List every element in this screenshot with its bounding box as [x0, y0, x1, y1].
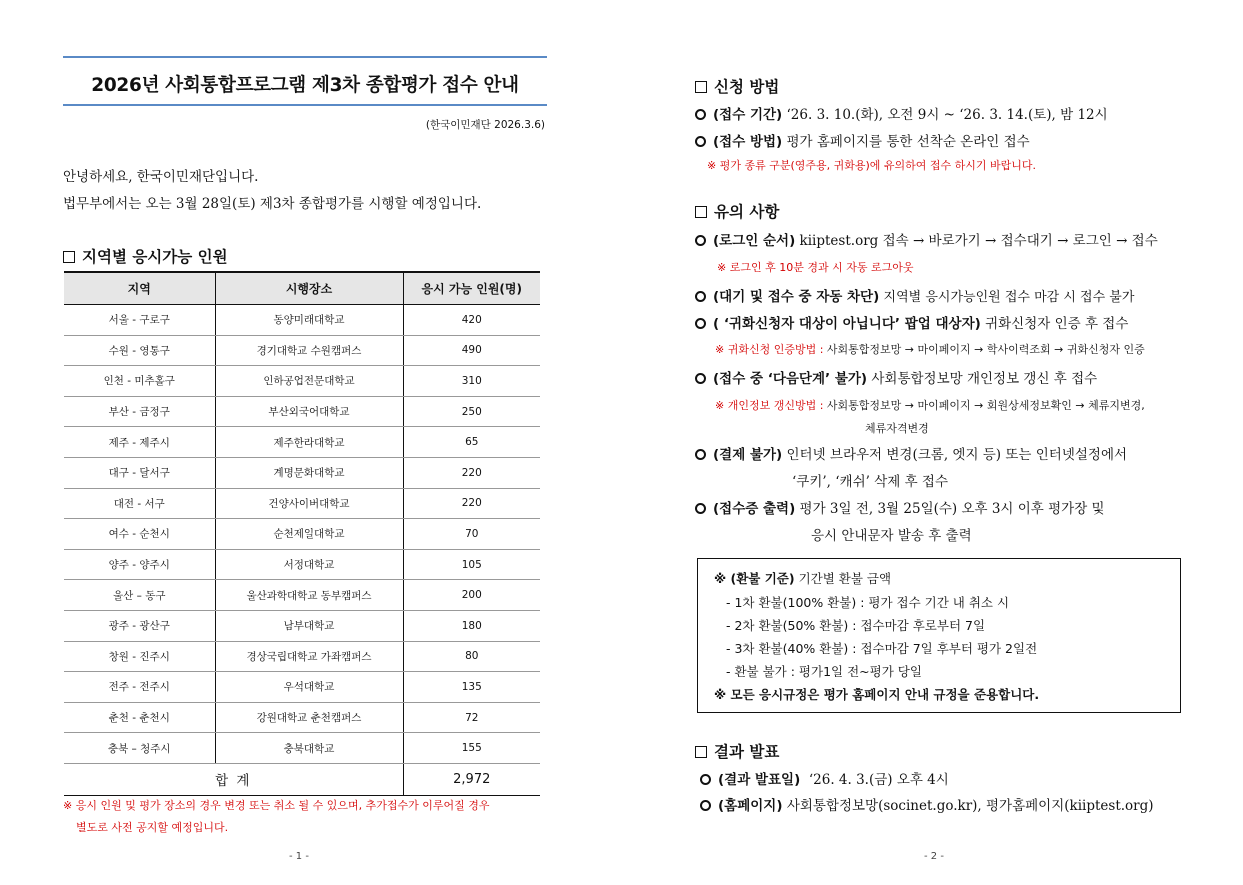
result-home-label: (홈페이지) [718, 798, 783, 814]
section-apply-title: 신청 방법 [714, 78, 780, 96]
caution-print-text-cont: 응시 안내문자 발송 후 출력 [811, 528, 972, 544]
popup-note-label: ※ 귀화신청 인증방법 : [715, 343, 824, 356]
result-date-text: ‘26. 4. 3.(금) 오후 4시 [808, 772, 949, 788]
cell-venue: 순천제일대학교 [215, 519, 403, 550]
cell-capacity: 180 [403, 610, 540, 641]
cell-capacity: 80 [403, 641, 540, 672]
caution-next-text: 사회통합정보망 개인정보 갱신 후 접수 [871, 371, 1098, 387]
cell-capacity: 220 [403, 457, 540, 488]
cell-region: 광주 - 광산구 [64, 610, 215, 641]
apply-period-label: (접수 기간) [713, 107, 783, 123]
cell-capacity: 420 [403, 305, 540, 336]
ring-bullet-icon [695, 503, 706, 514]
result-date [700, 768, 949, 788]
cell-venue: 충북대학교 [215, 733, 403, 764]
table-row [64, 488, 540, 519]
header-capacity: 응시 가능 인원(명) [403, 272, 540, 305]
section-region-capacity [63, 245, 228, 267]
cell-region: 여수 - 순천시 [64, 519, 215, 550]
cell-capacity: 72 [403, 702, 540, 733]
refund-head-label: ※ (환불 기준) [714, 571, 795, 586]
caution-login-note: ※ 로그인 후 10분 경과 시 자동 로그아웃 [717, 261, 914, 274]
ring-bullet-icon [700, 774, 711, 785]
greeting-line-2: 법무부에서는 오는 3월 28일(토) 제3차 종합평가를 시행할 예정입니다. [63, 196, 482, 212]
refund-line-1: - 1차 환불(100% 환불) : 평가 접수 기간 내 취소 시 [726, 595, 1010, 610]
cell-capacity: 250 [403, 396, 540, 427]
caution-payment [695, 443, 1127, 463]
table-row [64, 366, 540, 397]
cell-venue: 계명문화대학교 [215, 457, 403, 488]
refund-footer: ※ 모든 응시규정은 평가 홈페이지 안내 규정을 준용합니다. [714, 687, 1040, 702]
ring-bullet-icon [695, 291, 706, 302]
cell-venue: 우석대학교 [215, 672, 403, 703]
page-number-1: - 1 - [289, 851, 309, 862]
document-title: 2026년 사회통합프로그램 제3차 종합평가 접수 안내 [91, 75, 519, 96]
cell-region: 울산 – 동구 [64, 580, 215, 611]
table-row [64, 396, 540, 427]
checkbox-square-icon [63, 251, 75, 263]
cell-venue: 동양미래대학교 [215, 305, 403, 336]
cell-region: 인천 - 미추홀구 [64, 366, 215, 397]
caution-next-note-cont: 체류자격변경 [865, 422, 929, 435]
caution-next-step [695, 367, 1097, 387]
cell-venue: 인하공업전문대학교 [215, 366, 403, 397]
cell-venue: 경상국립대학교 가좌캠퍼스 [215, 641, 403, 672]
result-date-label: (결과 발표일) [718, 772, 801, 788]
ring-bullet-icon [695, 136, 706, 147]
caution-print [695, 497, 1105, 517]
result-homepage [700, 794, 1154, 814]
caution-block-text: 지역별 응시가능인원 접수 마감 시 접수 불가 [883, 290, 1135, 305]
table-row [64, 733, 540, 764]
caution-print-label: (접수증 출력) [713, 501, 796, 517]
cell-capacity: 135 [403, 672, 540, 703]
cell-capacity: 105 [403, 549, 540, 580]
checkbox-square-icon [695, 206, 707, 218]
table-row [64, 335, 540, 366]
total-label: 합 계 [64, 763, 403, 795]
cell-region: 양주 - 양주시 [64, 549, 215, 580]
refund-policy-box [697, 558, 1181, 713]
section-apply [695, 75, 779, 97]
cell-region: 충북 – 청주시 [64, 733, 215, 764]
table-row [64, 672, 540, 703]
caution-pay-text-cont: ‘쿠키’, ‘캐쉬’ 삭제 후 접수 [792, 474, 948, 490]
caution-next-label: (접수 중 ‘다음단계’ 불가) [713, 371, 868, 387]
region-capacity-table [64, 271, 540, 796]
cell-capacity: 70 [403, 519, 540, 550]
section-result-title: 결과 발표 [714, 743, 780, 761]
apply-note: ※ 평가 종류 구분(영주용, 귀화용)에 유의하여 접수 하시기 바랍니다. [707, 159, 1037, 172]
cell-venue: 부산외국어대학교 [215, 396, 403, 427]
cell-region: 제주 - 제주시 [64, 427, 215, 458]
caution-block-label: (대기 및 접수 중 자동 차단) [713, 289, 880, 305]
apply-method-label: (접수 방법) [713, 134, 783, 150]
next-note-label: ※ 개인정보 갱신방법 : [715, 399, 824, 412]
issuer-date: (한국이민재단 2026.3.6) [425, 119, 545, 131]
ring-bullet-icon [695, 449, 706, 460]
ring-bullet-icon [695, 318, 706, 329]
section-caution [695, 200, 779, 222]
cell-capacity: 65 [403, 427, 540, 458]
section-title: 지역별 응시가능 인원 [82, 248, 228, 266]
refund-line-3: - 3차 환불(40% 환불) : 접수마감 7일 후부터 평가 2일전 [726, 641, 1038, 656]
table-row [64, 702, 540, 733]
table-row [64, 580, 540, 611]
cell-region: 대구 - 달서구 [64, 457, 215, 488]
cell-capacity: 155 [403, 733, 540, 764]
ring-bullet-icon [695, 373, 706, 384]
table-row [64, 610, 540, 641]
note-line-2: 별도로 사전 공지할 예정입니다. [76, 821, 229, 834]
cell-region: 전주 - 전주시 [64, 672, 215, 703]
cell-region: 대전 - 서구 [64, 488, 215, 519]
cell-region: 창원 - 진주시 [64, 641, 215, 672]
note-line-1: ※ 응시 인원 및 평가 장소의 경우 변경 또는 취소 될 수 있으며, 추가접수가 이루어질 경우 [63, 799, 490, 812]
cell-venue: 서정대학교 [215, 549, 403, 580]
caution-pay-text: 인터넷 브라우저 변경(크롬, 엣지 등) 또는 인터넷설정에서 [786, 447, 1128, 463]
refund-head [714, 569, 891, 587]
cell-capacity: 220 [403, 488, 540, 519]
checkbox-square-icon [695, 746, 707, 758]
caution-print-text: 평가 3일 전, 3월 25일(수) 오후 3시 이후 평가장 및 [799, 501, 1105, 517]
caution-block [695, 285, 1134, 305]
cell-region: 부산 - 금정구 [64, 396, 215, 427]
document-title-box [63, 56, 547, 106]
ring-bullet-icon [695, 235, 706, 246]
total-value: 2,972 [403, 763, 540, 795]
header-venue: 시행장소 [215, 272, 403, 305]
caution-popup-text: 귀화신청자 인증 후 접수 [985, 316, 1129, 332]
page-number-2: - 2 - [924, 851, 944, 862]
greeting-line-1: 안녕하세요, 한국이민재단입니다. [63, 169, 259, 185]
cell-venue: 건양사이버대학교 [215, 488, 403, 519]
apply-period-text: ‘26. 3. 10.(화), 오전 9시 ~ ‘26. 3. 14.(토), 밤 12시 [786, 107, 1108, 123]
apply-method-text: 평가 홈페이지를 통한 선착순 온라인 접수 [786, 134, 1030, 150]
ring-bullet-icon [700, 800, 711, 811]
caution-login [695, 229, 1158, 249]
cell-capacity: 200 [403, 580, 540, 611]
cell-venue: 남부대학교 [215, 610, 403, 641]
caution-login-text: kiiptest.org 접속 → 바로가기 → 접수대기 → 로그인 → 접수 [799, 233, 1158, 249]
table-total-row [64, 763, 540, 795]
cell-capacity: 490 [403, 335, 540, 366]
table-row [64, 549, 540, 580]
caution-popup [695, 312, 1128, 332]
caution-next-note [715, 397, 1145, 413]
table-row [64, 427, 540, 458]
section-caution-title: 유의 사항 [714, 203, 780, 221]
cell-region: 서울 - 구로구 [64, 305, 215, 336]
apply-period [695, 103, 1108, 123]
cell-region: 수원 - 영통구 [64, 335, 215, 366]
apply-method [695, 130, 1030, 150]
ring-bullet-icon [695, 109, 706, 120]
section-result [695, 740, 779, 762]
table-row [64, 305, 540, 336]
refund-head-text: 기간별 환불 금액 [798, 571, 892, 586]
table-header-row [64, 272, 540, 305]
table-row [64, 641, 540, 672]
capacity-change-note [63, 795, 553, 839]
next-note-text: 사회통합정보망 → 마이페이지 → 회원상세정보확인 → 체류지변경, [826, 399, 1145, 412]
cell-capacity: 310 [403, 366, 540, 397]
cell-venue: 강원대학교 춘천캠퍼스 [215, 702, 403, 733]
result-home-text: 사회통합정보망(socinet.go.kr), 평가홈페이지(kiiptest.org) [786, 798, 1154, 814]
checkbox-square-icon [695, 81, 707, 93]
cell-venue: 경기대학교 수원캠퍼스 [215, 335, 403, 366]
table-row [64, 519, 540, 550]
table-row [64, 457, 540, 488]
cell-venue: 제주한라대학교 [215, 427, 403, 458]
caution-popup-note [715, 341, 1145, 357]
refund-line-4: - 환불 불가 : 평가1일 전~평가 당일 [726, 664, 922, 679]
cell-region: 춘천 - 춘천시 [64, 702, 215, 733]
caution-login-label: (로그인 순서) [713, 233, 796, 249]
cell-venue: 울산과학대학교 동부캠퍼스 [215, 580, 403, 611]
header-region: 지역 [64, 272, 215, 305]
popup-note-text: 사회통합정보망 → 마이페이지 → 학사이력조회 → 귀화신청자 인증 [826, 343, 1145, 356]
caution-pay-label: (결제 불가) [713, 447, 783, 463]
refund-line-2: - 2차 환불(50% 환불) : 접수마감 후로부터 7일 [726, 618, 986, 633]
caution-popup-label: ( ‘귀화신청자 대상이 아닙니다’ 팝업 대상자) [713, 316, 981, 332]
